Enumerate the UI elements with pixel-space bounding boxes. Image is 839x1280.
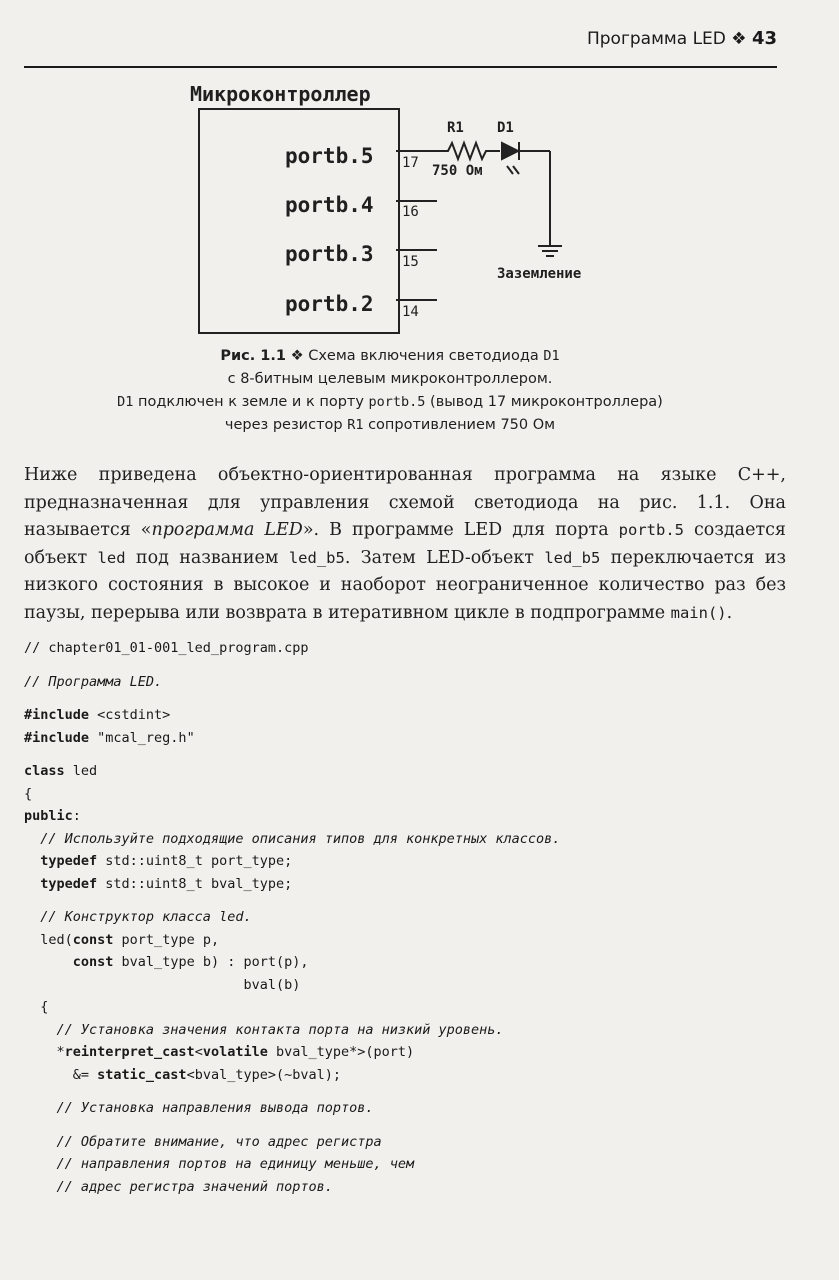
code-text: <cstdint> bbox=[89, 707, 171, 723]
port-label-portb5: portb.5 bbox=[285, 144, 374, 168]
inline-code: main() bbox=[670, 603, 727, 622]
caption-text: Схема включения светодиода bbox=[308, 348, 539, 364]
port-label-portb3: portb.3 bbox=[285, 242, 374, 266]
code-line bbox=[24, 850, 560, 873]
code-comment: // Используйте подходящие описания типов для конкретных классов. bbox=[24, 830, 561, 847]
code-comment: // Программа LED. bbox=[24, 673, 163, 690]
code-line bbox=[24, 873, 560, 896]
code-keyword: #include bbox=[24, 729, 90, 746]
caption-code: D1 bbox=[117, 394, 134, 410]
code-listing bbox=[24, 637, 560, 1198]
code-line bbox=[24, 760, 560, 783]
code-comment: // Установка значения контакта порта на низкий уровень. bbox=[24, 1021, 504, 1038]
code-keyword: public bbox=[24, 808, 73, 824]
code-line: // chapter01_01-001_led_program.cpp bbox=[24, 640, 309, 656]
caption-line-4 bbox=[100, 414, 680, 437]
caption-code: portb.5 bbox=[368, 394, 426, 410]
caption-text: (вывод 17 микроконтроллера) bbox=[430, 394, 663, 410]
port-label-portb4: portb.4 bbox=[285, 193, 374, 217]
code-line bbox=[24, 1041, 560, 1064]
code-line bbox=[24, 1064, 560, 1087]
code-text: led( bbox=[24, 931, 73, 948]
caption-line-3 bbox=[100, 391, 680, 414]
caption-separator-icon: ❖ bbox=[290, 348, 304, 364]
resistor-value: 750 Ом bbox=[432, 163, 483, 179]
paragraph-text: ». В программе LED для порта bbox=[302, 520, 619, 540]
figure-title: Микроконтроллер bbox=[190, 82, 371, 106]
code-comment: // Конструктор класса led. bbox=[24, 909, 252, 925]
code-line bbox=[24, 805, 560, 828]
code-comment: // Обратите внимание, что адрес регистра bbox=[24, 1133, 382, 1150]
code-keyword: const bbox=[72, 954, 114, 970]
code-keyword: reinterpret_cast bbox=[64, 1044, 195, 1060]
code-keyword: #include bbox=[24, 707, 90, 723]
code-text: port_type p, bbox=[113, 931, 220, 948]
code-text: bval_type b) : port(p), bbox=[113, 954, 309, 970]
code-keyword: typedef bbox=[24, 853, 98, 869]
paragraph-text: Ниже приведена объектно-ориентированная программа на языке C++, предназначенная для управления схемой светодиода на рис. 1.1. Она называется « bbox=[24, 465, 786, 540]
code-text: &= bbox=[24, 1066, 98, 1083]
ground-label: Заземление bbox=[497, 266, 582, 282]
pin-number-17: 17 bbox=[402, 155, 419, 171]
code-text bbox=[24, 954, 73, 970]
code-comment: // направления портов на единицу меньше, чем bbox=[24, 1156, 415, 1172]
diode-label: D1 bbox=[497, 120, 514, 136]
code-comment: // адрес регистра значений портов. bbox=[24, 1178, 333, 1195]
code-keyword: volatile bbox=[202, 1044, 268, 1060]
code-line bbox=[24, 704, 560, 727]
code-text: < bbox=[194, 1044, 203, 1060]
paragraph-text: переключается из низкого состояния в высокое и наоборот неограниченное количество раз без паузы, перерыва или возврата в итеративном цикле в подпрограмме bbox=[24, 547, 786, 623]
header-title: Программа LED bbox=[586, 29, 726, 49]
code-keyword: static_cast bbox=[97, 1066, 187, 1083]
code-text: <bval_type>(~bval); bbox=[186, 1066, 341, 1083]
paragraph-text: . bbox=[726, 602, 733, 623]
code-line bbox=[24, 929, 560, 952]
diode-symbol bbox=[502, 143, 518, 159]
figure-caption bbox=[100, 345, 680, 437]
code-line: bval(b) bbox=[24, 976, 301, 993]
caption-line-2: с 8-битным целевым микроконтроллером. bbox=[227, 371, 553, 387]
caption-text: сопротивлением 750 Ом bbox=[368, 417, 556, 433]
pin-number-16: 16 bbox=[402, 204, 419, 220]
paragraph-emphasis: программа LED bbox=[151, 520, 303, 540]
body-paragraph bbox=[24, 462, 786, 627]
code-text: * bbox=[24, 1044, 65, 1060]
code-line bbox=[24, 727, 560, 750]
inline-code: led bbox=[97, 548, 126, 567]
code-text: std::uint8_t bval_type; bbox=[97, 875, 293, 892]
page-number: 43 bbox=[751, 28, 777, 49]
code-text: bval_type*>(port) bbox=[267, 1044, 415, 1060]
caption-text: подключен к земле и к порту bbox=[138, 394, 364, 410]
resistor-label: R1 bbox=[447, 120, 464, 136]
inline-code: led_b5 bbox=[288, 548, 345, 567]
code-line: { bbox=[24, 785, 33, 802]
code-text: : bbox=[72, 808, 81, 824]
paragraph-text: создается объект bbox=[24, 520, 786, 568]
circuit-schematic bbox=[0, 0, 839, 340]
code-line: { bbox=[24, 999, 49, 1015]
inline-code: led_b5 bbox=[544, 548, 601, 567]
caption-code: D1 bbox=[543, 348, 560, 364]
header-separator-icon: ❖ bbox=[731, 29, 747, 49]
code-comment: // Установка направления вывода портов. bbox=[24, 1100, 374, 1116]
pin-number-14: 14 bbox=[402, 304, 419, 320]
code-keyword: const bbox=[72, 931, 114, 948]
caption-label: Рис. 1.1 bbox=[220, 348, 286, 364]
paragraph-text: . Затем LED-объект bbox=[344, 547, 545, 568]
resistor-symbol bbox=[437, 143, 500, 159]
paragraph-text: под названием bbox=[125, 547, 289, 568]
pin-number-15: 15 bbox=[402, 254, 419, 270]
port-label-portb2: portb.2 bbox=[285, 292, 374, 316]
code-text: "mcal_reg.h" bbox=[89, 729, 195, 746]
code-text: std::uint8_t port_type; bbox=[97, 853, 293, 869]
caption-text: через резистор bbox=[224, 417, 343, 433]
code-line bbox=[24, 951, 560, 974]
code-keyword: class bbox=[24, 763, 65, 779]
inline-code: portb.5 bbox=[618, 521, 684, 539]
code-text: led bbox=[64, 763, 98, 779]
code-keyword: typedef bbox=[24, 875, 98, 892]
caption-code: R1 bbox=[347, 417, 364, 433]
caption-line-1 bbox=[100, 345, 680, 368]
